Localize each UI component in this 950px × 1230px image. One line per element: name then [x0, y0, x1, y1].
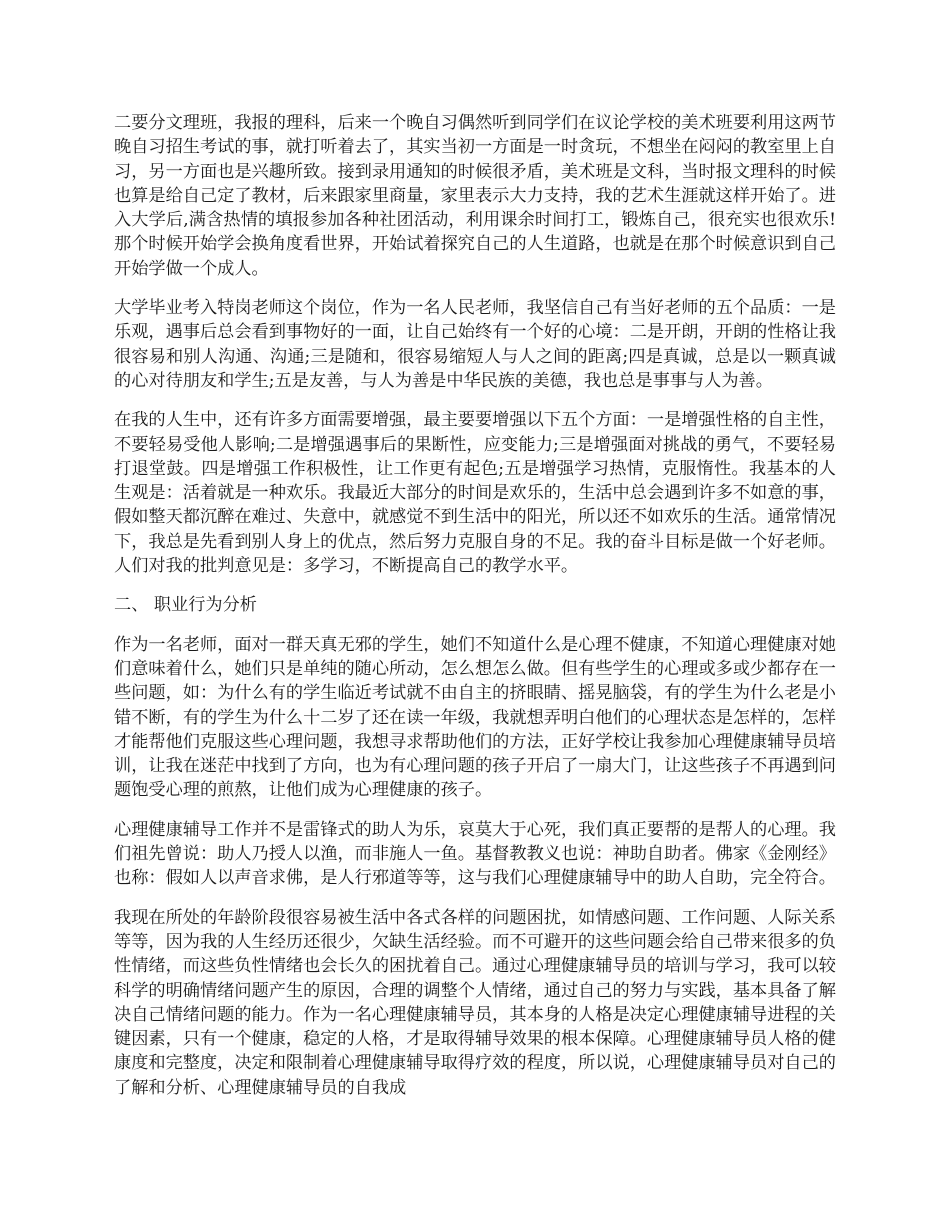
paragraph-arts-background: 二要分文理班，我报的理科，后来一个晚自习偶然听到同学们在议论学校的美术班要利用这两节晚自习招生考试的事，就打听着去了，其实当初一方面是一时贪玩，不想坐在闷闷的教室里上自习，另一方面也是兴趣所致。接到录用通知的时候很矛盾，美术班是文科，当时报文理科的时候也算是给自己定了教材，后来跟家里商量，家里表示大力支持，我的艺术生涯就这样开始了。进入大学后,满含热情的填报参加各种社团活动，利用课余时间打工，锻炼自己，很充实也很欢乐!那个时候开始学会换角度看世界，开始试着探究自己的人生道路，也就是在那个时候意识到自己开始学做一个成人。: [114, 113, 836, 279]
document-page: [114, 111, 836, 1115]
section-heading: 二、 职业行为分析: [114, 595, 257, 616]
paragraph-teacher-qualities: 大学毕业考入特岗老师这个岗位，作为一名人民老师，我坚信自己有当好老师的五个品质：一是乐观，遇事后总会看到事物好的一面，让自己始终有一个好的心境：二是开朗，开朗的性格让我很容易和别人沟通、沟通;三是随和，很容易缩短人与人之间的距离;四是真诚，总是以一颗真诚的心对待朋友和学生;五是友善，与人为善是中华民族的美德，我也总是事事与人为善。: [114, 298, 836, 391]
paragraph-self-growth: 我现在所处的年龄阶段很容易被生活中各式各样的问题困扰，如情感问题、工作问题、人际关系等等，因为我的人生经历还很少，欠缺生活经验。而不可避开的这些问题会给自己带来很多的负性情绪，而这些负性情绪也会长久的困扰着自己。通过心理健康辅导员的培训与学习，我可以较科学的明确情绪问题产生的原因，合理的调整个人情绪，通过自己的努力与实践，基本具备了解决自己情绪问题的能力。作为一名心理健康辅导员，其本身的人格是决定心理健康辅导进程的关键因素，只有一个健康，稳定的人格，才是取得辅导效果的根本保障。心理健康辅导员人格的健康度和完整度，决定和限制着心理健康辅导取得疗效的程度，所以说，心理健康辅导员对自己的了解和分析、心理健康辅导员的自我成: [114, 907, 836, 1098]
paragraph-student-psychology: 作为一名老师，面对一群天真无邪的学生，她们不知道什么是心理不健康，不知道心理健康对她们意味着什么，她们只是单纯的随心所动，怎么想怎么做。但有些学生的心理或多或少都存在一些问题，如：为什么有的学生临近考试就不由自主的挤眼睛、摇晃脑袋，有的学生为什么老是小错不断，有的学生为什么十二岁了还在读一年级，我就想弄明白他们的心理状态是怎样的，怎样才能帮他们克服这些心理问题，我想寻求帮助他们的方法，正好学校让我参加心理健康辅导员培训，让我在迷茫中找到了方向，也为有心理问题的孩子开启了一扇大门，让这些孩子不再遇到问题饱受心理的煎熬，让他们成为心理健康的孩子。: [114, 634, 836, 801]
paragraph-counseling-work: 心理健康辅导工作并不是雷锋式的助人为乐，哀莫大于心死，我们真正要帮的是帮人的心理。我们祖先曾说：助人乃授人以渔，而非施人一鱼。基督教教义也说：神助自助者。佛家《金刚经》也称：假如人以声音求佛，是人行邪道等等，这与我们心理健康辅导中的助人自助，完全符合。: [114, 819, 836, 889]
paragraph-areas-to-improve: 在我的人生中，还有许多方面需要增强，最主要要增强以下五个方面：一是增强性格的自主性，不要轻易受他人影响;二是增强遇事后的果断性，应变能力;三是增强面对挑战的勇气，不要轻易打退堂鼓。四是增强工作积极性，让工作更有起色;五是增强学习热情，克服惰性。我基本的人生观是：活着就是一种欢乐。我最近大部分的时间是欢乐的，生活中总会遇到许多不如意的事，假如整天都沉醉在难过、失意中，就感觉不到生活中的阳光，所以还不如欢乐的生活。通常情况下，我总是先看到别人身上的优点，然后努力克服自身的不足。我的奋斗目标是做一个好老师。人们对我的批判意见是：多学习，不断提高自己的教学水平。: [114, 410, 836, 577]
